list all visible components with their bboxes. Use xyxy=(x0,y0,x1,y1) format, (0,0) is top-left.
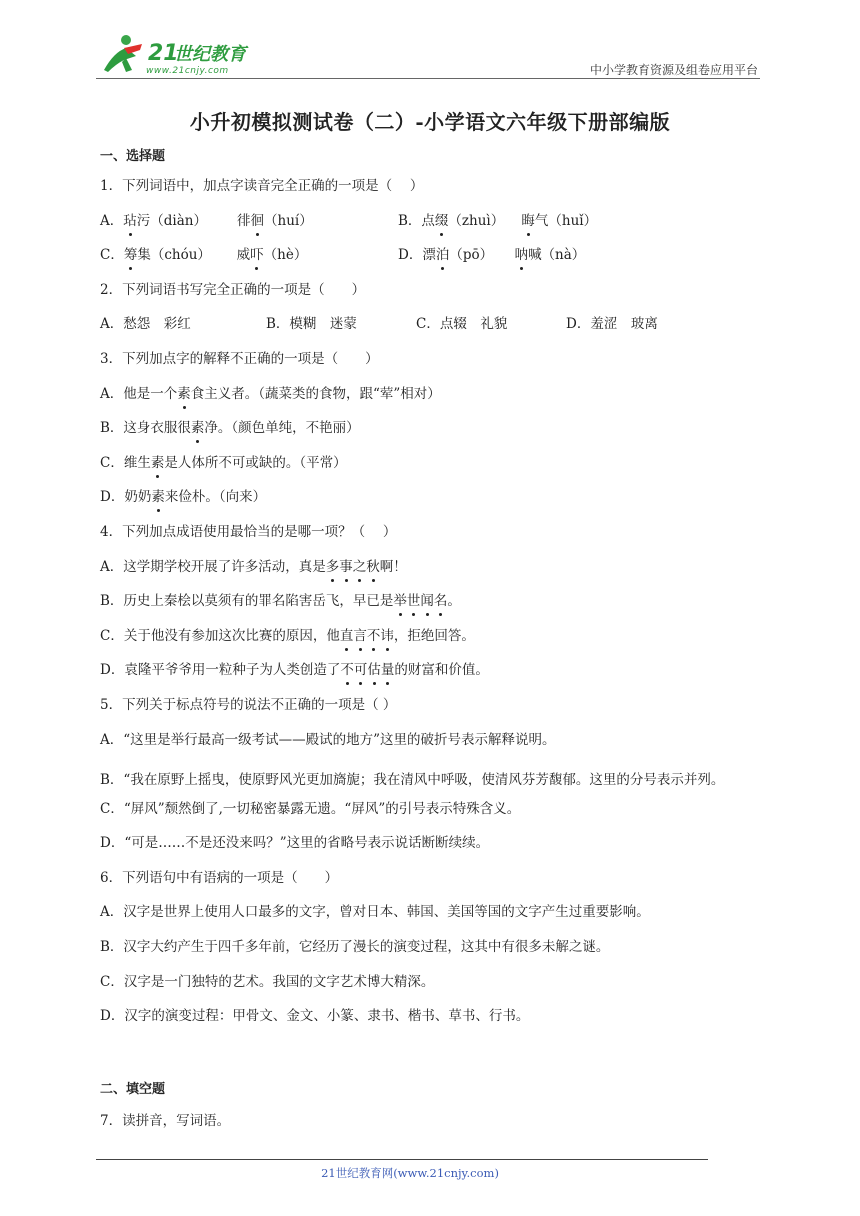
q5-option-b: B．“我在原野上摇曳，使原野风光更加旖旎；我在清风中呼吸，使清风芬芳馥郁。这里的分号表示并列。 xyxy=(100,772,725,789)
question-7-stem: 7．读拼音，写词语。 xyxy=(100,1112,231,1129)
site-logo xyxy=(96,30,266,78)
q4-option-b: B．历史上秦桧以莫须有的罪名陷害岳飞，早已是举世闻名。 xyxy=(100,590,764,625)
q2-option-b: B．模糊 迷蒙 xyxy=(266,316,357,333)
question-2-stem: 2．下列词语书写完全正确的一项是（ ） xyxy=(100,281,366,298)
q1-option-a: A．玷污（diàn） 徘徊（huí） xyxy=(100,210,398,245)
q5-option-a: A．“这里是举行最高一级考试——殿试的地方”这里的破折号表示解释说明。 xyxy=(100,731,556,748)
question-3-stem: 3．下列加点字的解释不正确的一项是（ ） xyxy=(100,350,379,367)
question-4-stem: 4．下列加点成语使用最恰当的是哪一项？（ ） xyxy=(100,523,397,540)
q4-option-d: D．袁隆平爷爷用一粒种子为人类创造了不可估量的财富和价值。 xyxy=(100,659,764,694)
q4-option-a: A．这学期学校开展了许多活动，真是多事之秋啊！ xyxy=(100,556,764,591)
q5-option-c: C．“屏风”颓然倒了,一切秘密暴露无遗。“屏风”的引号表示特殊含义。 xyxy=(100,800,521,817)
q1-option-c: C．筹集（chóu） 威吓（hè） xyxy=(100,244,398,279)
q1-option-b: B．点缀（zhuì） 晦气（huǐ） xyxy=(398,210,597,245)
q4-option-c: C．关于他没有参加这次比赛的原因，他直言不讳，拒绝回答。 xyxy=(100,625,764,660)
question-6-stem: 6．下列语句中有语病的一项是（ ） xyxy=(100,869,339,886)
question-1-options-ab xyxy=(100,210,764,245)
svg-text:21: 21 xyxy=(148,41,179,66)
q6-option-a: A．汉字是世界上使用人口最多的文字，曾对日本、韩国、美国等国的文字产生过重要影响。 xyxy=(100,904,650,921)
svg-text:世纪教育: 世纪教育 xyxy=(174,44,246,65)
q3-option-a: A．他是一个素食主义者。（蔬菜类的食物，跟“荤”相对） xyxy=(100,383,764,418)
q1-option-d: D．漂泊（pō） 呐喊（nà） xyxy=(398,244,585,279)
footer-text: 21世纪教育网(www.21cnjy.com) xyxy=(321,1166,499,1180)
svg-text:www.21cnjy.com: www.21cnjy.com xyxy=(146,66,229,76)
q2-option-c: C．点辍 礼貌 xyxy=(416,316,508,333)
q2-option-d: D．羞涩 玻离 xyxy=(566,316,658,333)
header-divider xyxy=(96,78,760,79)
q3-option-d: D．奶奶素来俭朴。（向来） xyxy=(100,486,764,521)
question-1-options-cd xyxy=(100,244,764,279)
exam-content xyxy=(100,147,764,1144)
q6-option-b: B．汉字大约产生于四千多年前，它经历了漫长的演变过程，这其中有很多未解之谜。 xyxy=(100,939,610,956)
question-5-stem: 5．下列关于标点符号的说法不正确的一项是（ ） xyxy=(100,696,397,713)
question-1-stem: 1．下列词语中，加点字读音完全正确的一项是（ ） xyxy=(100,178,424,194)
section-heading-fill: 二、填空题 xyxy=(100,1081,166,1097)
page-header xyxy=(96,30,760,80)
q6-option-d: D．汉字的演变过程：甲骨文、金文、小篆、隶书、楷书、草书、行书。 xyxy=(100,1008,530,1025)
q2-option-a: A．愁怨 彩红 xyxy=(100,316,191,333)
q5-option-d: D．“可是……不是还没来吗？”这里的省略号表示说话断断续续。 xyxy=(100,835,490,852)
section-heading-choice: 一、选择题 xyxy=(100,149,166,164)
q3-option-c: C．维生素是人体所不可或缺的。（平常） xyxy=(100,452,764,487)
question-2-options xyxy=(100,313,764,348)
footer-divider xyxy=(96,1159,708,1160)
q6-option-c: C．汉字是一门独特的艺术。我国的文字艺术博大精深。 xyxy=(100,973,435,990)
q3-option-b: B．这身衣服很素净。（颜色单纯，不艳丽） xyxy=(100,417,764,452)
page-title: 小升初模拟测试卷（二）-小学语文六年级下册部编版 xyxy=(189,110,671,134)
platform-label: 中小学教育资源及组卷应用平台 xyxy=(589,63,758,77)
